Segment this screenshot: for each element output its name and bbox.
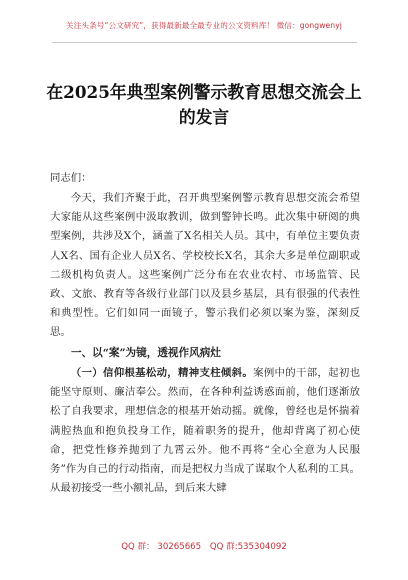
paragraph-intro: 今天，我们齐聚于此，召开典型案例警示教育思想交流会希望大家能从这些案例中汲取教训，做到警钟长鸣。此次集中研阅的典型案例，共涉及X个，涵盖了X名相关人员。其中，有单位主要负责人X名、国有企业人员X名、学校校长X名，其余大多是单位副职或二级机构负责人。这些案例广泛分布在农业农村、市场监管、民政、文旅、教育等各级行业部门以及县乡基层，具有很强的代表性和典型性。它们如同一面镜子，警示我们必须以案为鉴，深刻反思。 bbox=[50, 192, 360, 339]
paragraph-section-1-1 bbox=[50, 364, 360, 498]
footer-note bbox=[0, 540, 408, 552]
document-title: 在2025年典型案例警示教育思想交流会上的发言 bbox=[46, 82, 362, 127]
footer-qq-group-2: QQ 群:535304092 bbox=[209, 542, 287, 552]
section-heading-1: 一、以“案”为镜，透视作风病灶 bbox=[71, 347, 221, 359]
paragraph-lead: （一）信仰根基松动，精神支柱倾斜。 bbox=[70, 367, 254, 379]
paragraph-body: 案例中的干部，起初也能坚守原则、廉洁奉公。然而，在各种利益诱惑面前，他们逐渐放松了自我要求，理想信念的根基开始动摇。就像，曾经也是怀揣着满腔热血和抱负投身工作，随着职务的提升，他却背离了初心使命，把党性修养抛到了九霄云外。他不再将“全心全意为人民服务”作为自己的行动指南，而是把权力当成了谋取个人私利的工具。从最初接受一些小额礼品，到后来大肆 bbox=[50, 367, 361, 495]
salutation: 同志们： bbox=[50, 172, 92, 184]
header-divider bbox=[52, 42, 357, 43]
header-note: 关注头条号“公文研究”，获得最新最全最专业的公文资料库！ 微信：gongwenyj bbox=[66, 21, 342, 30]
footer-qq-group-1: QQ 群： 30265665 bbox=[121, 542, 202, 552]
